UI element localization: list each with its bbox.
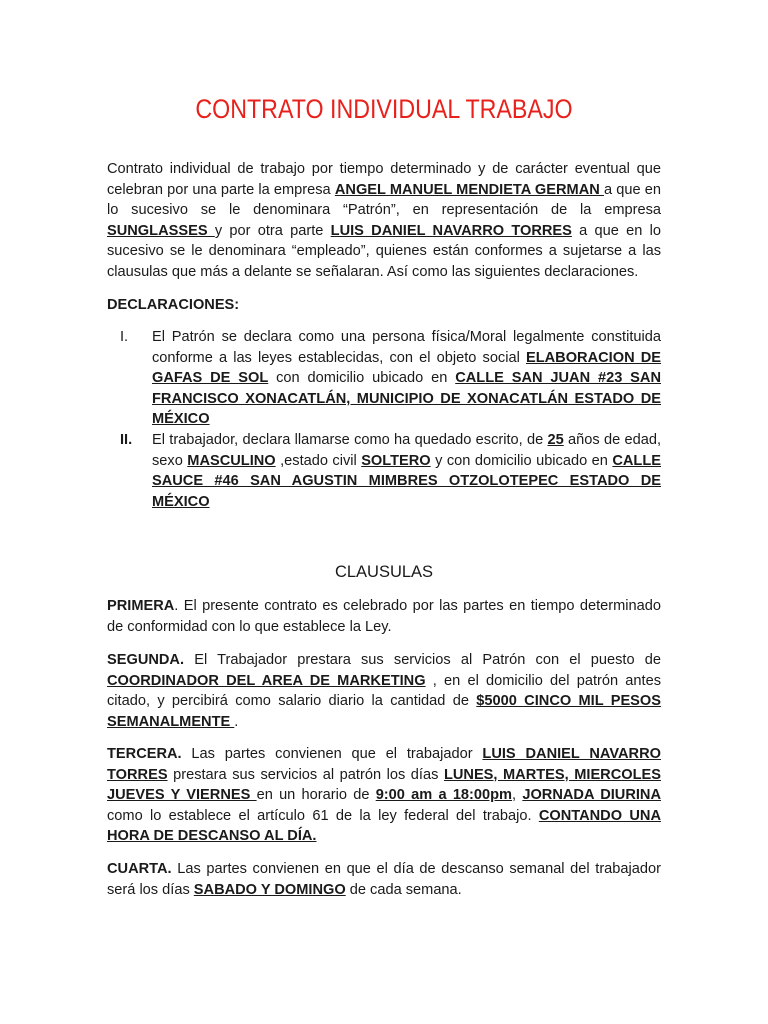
declaration-text bbox=[152, 430, 661, 512]
clause-segunda bbox=[107, 650, 661, 732]
declaration-text-4: y con domicilio ubicado en bbox=[430, 452, 613, 469]
declaration-number: II. bbox=[120, 432, 133, 448]
clause-text-2: , en el domicilio del patrón antes citado, y percibirá como salario diario la cantidad de bbox=[107, 672, 662, 710]
clauses-heading: CLAUSULAS bbox=[334, 563, 434, 581]
declaration-text-2: años de edad, sexo bbox=[152, 432, 662, 469]
employee-address: CALLE SAUCE #46 SAN AGUSTIN MIMBRES OTZOLOTEPEC ESTADO DE MÉXICO bbox=[152, 452, 661, 510]
declaration-text-2: con domicilio ubicado en bbox=[268, 370, 456, 387]
clause-label: TERCERA. bbox=[107, 746, 182, 762]
clause-cuarta bbox=[107, 859, 661, 900]
intro-text-1: Contrato individual de trabajo por tiempo determinado y de carácter eventual que celebran por una parte la empresa bbox=[107, 161, 661, 198]
employee-name: LUIS DANIEL NAVARRO TORRES bbox=[330, 222, 572, 239]
employer-name: ANGEL MANUEL MENDIETA GERMAN bbox=[334, 181, 604, 198]
clause-text-2: prestara sus servicios al patrón los días bbox=[167, 766, 444, 783]
clause-text-5: como lo establece el artículo 61 de la ley federal del trabajo. bbox=[107, 807, 539, 824]
work-shift: JORNADA DIURINA bbox=[522, 787, 662, 804]
clause-tercera bbox=[107, 744, 661, 847]
clause-label: PRIMERA bbox=[107, 598, 175, 614]
work-schedule: 9:00 am a 18:00pm bbox=[375, 787, 513, 804]
clause-text-4: , bbox=[512, 787, 523, 804]
clause-label: SEGUNDA. bbox=[107, 652, 185, 668]
rest-hour: CONTANDO UNA HORA DE DESCANSO AL DÍA. bbox=[107, 807, 661, 845]
clause-text-3: . bbox=[234, 713, 239, 730]
job-position: COORDINADOR DEL AREA DE MARKETING bbox=[107, 672, 426, 689]
employer-address: CALLE SAN JUAN #23 SAN FRANCISCO XONACATLÁN, MUNICIPIO DE XONACATLÁN ESTADO DE MÉXICO bbox=[152, 370, 661, 428]
intro-text-3: y por otra parte bbox=[214, 222, 331, 239]
declaration-text-1: El trabajador, declara llamarse como ha quedado escrito, de bbox=[152, 432, 548, 448]
declaration-text-1: El Patrón se declara como una persona física/Moral legalmente constituida conforme a las leyes establecidas, con el objeto social bbox=[152, 329, 661, 366]
clause-text-1: Las partes convienen en que el día de descanso semanal del trabajador será los días bbox=[107, 861, 661, 898]
company-name: SUNGLASSES bbox=[107, 222, 215, 239]
clause-text-1: El Trabajador prestara sus servicios al Patrón con el puesto de bbox=[184, 652, 661, 668]
intro-text-2: a que en lo sucesivo se le denominara “Patrón”, en representación de la empresa bbox=[107, 181, 662, 219]
clause-text: . El presente contrato es celebrado por las partes en tiempo determinado de conformidad con lo que establece la Ley. bbox=[107, 598, 661, 635]
employee-civil-status: SOLTERO bbox=[361, 452, 431, 469]
clause-primera bbox=[107, 596, 661, 637]
declaration-text-3: ,estado civil bbox=[275, 452, 362, 469]
rest-days: SABADO Y DOMINGO bbox=[193, 881, 346, 898]
social-object: ELABORACION DE GAFAS DE SOL bbox=[152, 349, 662, 387]
work-days: LUNES, MARTES, MIERCOLES JUEVES Y VIERNES bbox=[107, 766, 661, 804]
employee-name: LUIS DANIEL NAVARRO TORRES bbox=[107, 746, 661, 783]
declaration-item bbox=[107, 430, 661, 512]
clause-label: CUARTA. bbox=[107, 861, 172, 877]
intro-paragraph bbox=[107, 159, 661, 283]
salary: $5000 CINCO MIL PESOS SEMANALMENTE bbox=[107, 693, 661, 730]
employee-sex: MASCULINO bbox=[187, 452, 276, 469]
declaration-number: I. bbox=[120, 329, 129, 345]
intro-text-4: a que en lo sucesivo se le denominara “empleado”, quienes están conformes a sujetarse a las clausulas que más a delante se señalaran. Así como las siguientes declaraciones. bbox=[107, 222, 661, 280]
clause-text-3: en un horario de bbox=[256, 787, 376, 804]
clause-text-1: Las partes convienen que el trabajador bbox=[181, 746, 483, 762]
document-title: CONTRATO INDIVIDUAL TRABAJO bbox=[195, 94, 573, 124]
employee-age: 25 bbox=[547, 432, 564, 448]
declaration-text bbox=[152, 327, 661, 430]
declarations-heading: DECLARACIONES: bbox=[107, 297, 240, 313]
declaration-item bbox=[107, 327, 661, 430]
clause-text-2: de cada semana. bbox=[345, 881, 462, 898]
